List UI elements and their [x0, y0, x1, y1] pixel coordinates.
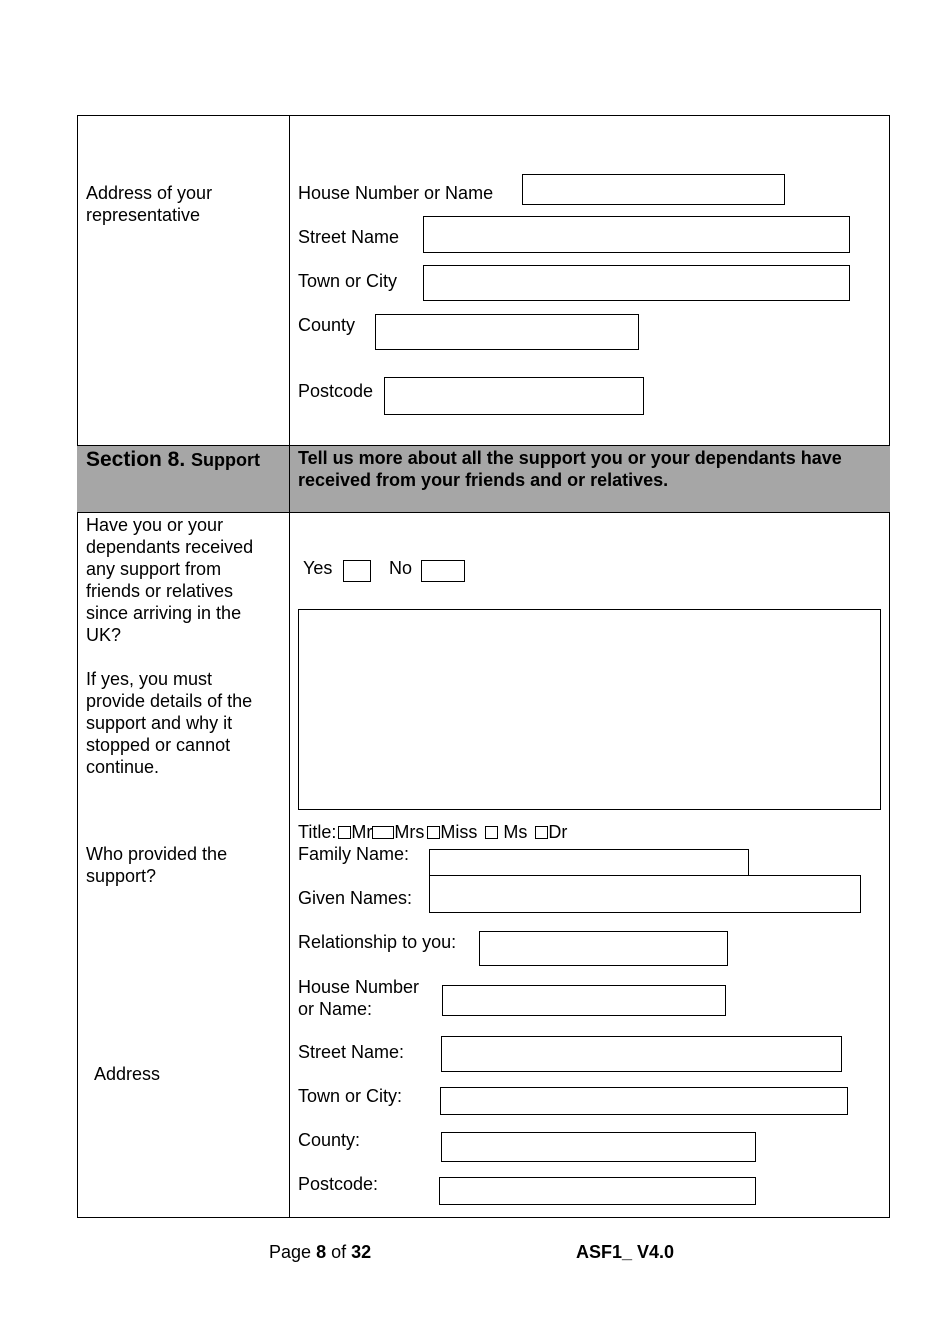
section8-instruction-line1: Tell us more about all the support you or your dependants have — [298, 448, 842, 468]
rep-postcode-input[interactable] — [384, 377, 644, 415]
section8-header-divider — [289, 445, 290, 513]
rep-county-label: County — [298, 315, 356, 335]
support-question-line3: any support from — [86, 559, 222, 579]
if-yes-line1: If yes, you must — [86, 669, 213, 689]
title-label: Title: — [298, 822, 337, 842]
title-dr-label: Dr — [548, 822, 568, 842]
table-bottom-border — [77, 1217, 890, 1218]
if-yes-line5: continue. — [86, 757, 160, 777]
provider-postcode-label: Postcode: — [298, 1174, 379, 1194]
relationship-label: Relationship to you: — [298, 932, 457, 952]
title-ms-label: Ms — [503, 822, 528, 842]
title-mrs-checkbox[interactable] — [372, 826, 394, 839]
rep-county-input[interactable] — [375, 314, 639, 350]
rep-house-label: House Number or Name — [298, 183, 494, 203]
support-details-textarea[interactable] — [298, 609, 881, 810]
provider-town-input[interactable] — [440, 1087, 848, 1115]
provider-house-label-line2: or Name: — [298, 999, 373, 1019]
title-row — [298, 821, 567, 843]
page-number — [269, 1241, 371, 1263]
rep-postcode-label: Postcode — [298, 381, 374, 401]
title-ms-checkbox[interactable] — [485, 826, 498, 839]
provider-street-input[interactable] — [441, 1036, 842, 1072]
title-miss-label: Miss — [440, 822, 478, 842]
rep-street-label: Street Name — [298, 227, 400, 247]
section8-title-sub: Support — [191, 450, 261, 470]
table-left-border — [77, 115, 78, 1218]
provider-county-input[interactable] — [441, 1132, 756, 1162]
title-mr-checkbox[interactable] — [338, 826, 351, 839]
if-yes-line2: provide details of the — [86, 691, 253, 711]
title-dr-checkbox[interactable] — [535, 826, 548, 839]
table-right-border — [889, 115, 890, 1218]
table-column-divider — [289, 115, 290, 1218]
provider-postcode-input[interactable] — [439, 1177, 756, 1205]
given-names-input[interactable] — [429, 875, 861, 913]
page-total: 32 — [351, 1242, 372, 1262]
provider-label-line2: support? — [86, 866, 157, 886]
rep-street-input[interactable] — [423, 216, 850, 253]
title-mr-label: Mr — [351, 822, 373, 842]
title-mrs-label: Mrs — [394, 822, 425, 842]
provider-street-label: Street Name: — [298, 1042, 405, 1062]
form-code: ASF1_ V4.0 — [576, 1242, 675, 1262]
rep-house-input[interactable] — [522, 174, 785, 205]
rep-town-input[interactable] — [423, 265, 850, 301]
yes-checkbox[interactable] — [343, 560, 371, 582]
provider-town-label: Town or City: — [298, 1086, 403, 1106]
page-prefix: Page — [269, 1242, 312, 1262]
table-top-border — [77, 115, 890, 116]
section8-title — [86, 448, 260, 472]
support-question-line2: dependants received — [86, 537, 254, 557]
section8-instruction-line2: received from your friends and or relatives. — [298, 470, 669, 490]
support-question-line6: UK? — [86, 625, 122, 645]
rep-address-label-line2: representative — [86, 205, 201, 225]
provider-house-label-line1: House Number — [298, 977, 420, 997]
if-yes-line3: support and why it — [86, 713, 233, 733]
no-label: No — [389, 558, 413, 578]
support-question-line5: since arriving in the — [86, 603, 242, 623]
provider-address-label: Address — [94, 1064, 161, 1084]
provider-county-label: County: — [298, 1130, 361, 1150]
support-question-line1: Have you or your — [86, 515, 224, 535]
support-question-line4: friends or relatives — [86, 581, 234, 601]
family-name-label: Family Name: — [298, 844, 410, 864]
section8-title-main: Section 8. — [86, 448, 186, 471]
rep-town-label: Town or City — [298, 271, 398, 291]
if-yes-line4: stopped or cannot — [86, 735, 231, 755]
provider-house-input[interactable] — [442, 985, 726, 1016]
yes-label: Yes — [303, 558, 333, 578]
no-checkbox[interactable] — [421, 560, 465, 582]
provider-label-line1: Who provided the — [86, 844, 228, 864]
given-names-label: Given Names: — [298, 888, 413, 908]
relationship-input[interactable] — [479, 931, 728, 966]
title-miss-checkbox[interactable] — [427, 826, 440, 839]
family-name-input[interactable] — [429, 849, 749, 876]
page-current: 8 — [316, 1242, 327, 1262]
rep-address-label-line1: Address of your — [86, 183, 213, 203]
page-of: of — [331, 1242, 347, 1262]
